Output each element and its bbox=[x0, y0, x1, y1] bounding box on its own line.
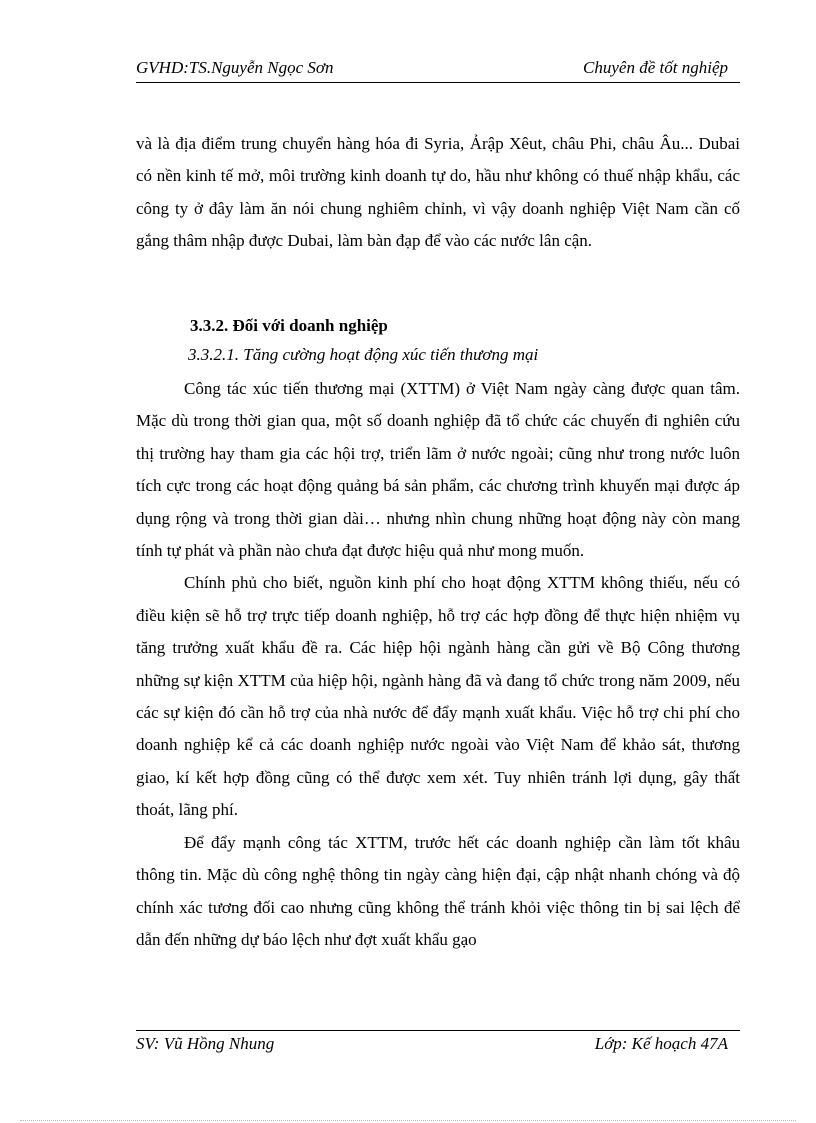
page-footer bbox=[136, 1030, 740, 1053]
page-header bbox=[136, 58, 740, 83]
paragraph: Công tác xúc tiến thương mại (XTTM) ở Việt Nam ngày càng được quan tâm. Mặc dù trong thời gian qua, một số doanh nghiệp đã tổ chức các chuyến đi nghiên cứu thị trường hay tham gia các hội trợ, triển lãm ở nước ngoài; cũng như trong nước luôn tích cực trong các hoạt động quảng bá sản phẩm, các chương trình khuyến mại được áp dụng rộng và trong thời gian dài… nhưng nhìn chung những hoạt động này còn mang tính tự phát và phần nào chưa đạt được hiệu quả như mong muốn. bbox=[136, 379, 740, 561]
intro-paragraph: và là địa điểm trung chuyển hàng hóa đi Syria, Ảrập Xêut, châu Phi, châu Âu... Dubai có nền kinh tế mở, môi trường kinh doanh tự do, hầu như không có thuế nhập khẩu, các công ty ở đây làm ăn nói chung nghiêm chỉnh, vì vậy doanh nghiệp Việt Nam cần cố gắng thâm nhập được Dubai, làm bàn đạp để vào các nước lân cận. bbox=[136, 134, 740, 251]
header-document-type: Chuyên đề tốt nghiệp bbox=[583, 58, 728, 77]
body-text bbox=[136, 373, 740, 956]
paragraph: Chính phủ cho biết, nguồn kinh phí cho hoạt động XTTM không thiếu, nếu có điều kiện sẽ hỗ trợ trực tiếp doanh nghiệp, hỗ trợ các hợp đồng để thực hiện nhiệm vụ tăng trưởng xuất khẩu đề ra. Các hiệp hội ngành hàng cần gửi về Bộ Công thương những sự kiện XTTM của hiệp hội, ngành hàng đã và đang tổ chức trong năm 2009, nếu các sự kiện đó cần hỗ trợ của nhà nước để đẩy mạnh xuất khẩu. Việc hỗ trợ chi phí cho doanh nghiệp kể cả các doanh nghiệp nước ngoài vào Việt Nam để khảo sát, thương giao, kí kết hợp đồng cũng có thể được xem xét. Tuy nhiên tránh lợi dụng, gây thất thoát, lãng phí. bbox=[136, 573, 740, 820]
footer-class: Lớp: Kế hoạch 47A bbox=[594, 1034, 728, 1053]
paragraph: Để đẩy mạnh công tác XTTM, trước hết các doanh nghiệp cần làm tốt khâu thông tin. Mặc dù công nghệ thông tin ngày càng hiện đại, cập nhật nhanh chóng và độ chính xác tương đối cao nhưng cũng không thể tránh khỏi việc thông tin bị sai lệch để dẫn đến những dự báo lệch như đợt xuất khẩu gạo bbox=[136, 832, 740, 949]
header-supervisor: GVHD:TS.Nguyễn Ngọc Sơn bbox=[136, 58, 334, 77]
subsection-heading: 3.3.2.1. Tăng cường hoạt động xúc tiến thương mại bbox=[188, 345, 539, 364]
section-heading: 3.3.2. Đối với doanh nghiệp bbox=[190, 316, 388, 335]
footer-student: SV: Vũ Hồng Nhung bbox=[136, 1034, 275, 1053]
intro-block bbox=[136, 128, 740, 258]
page-bottom-divider bbox=[20, 1120, 796, 1121]
